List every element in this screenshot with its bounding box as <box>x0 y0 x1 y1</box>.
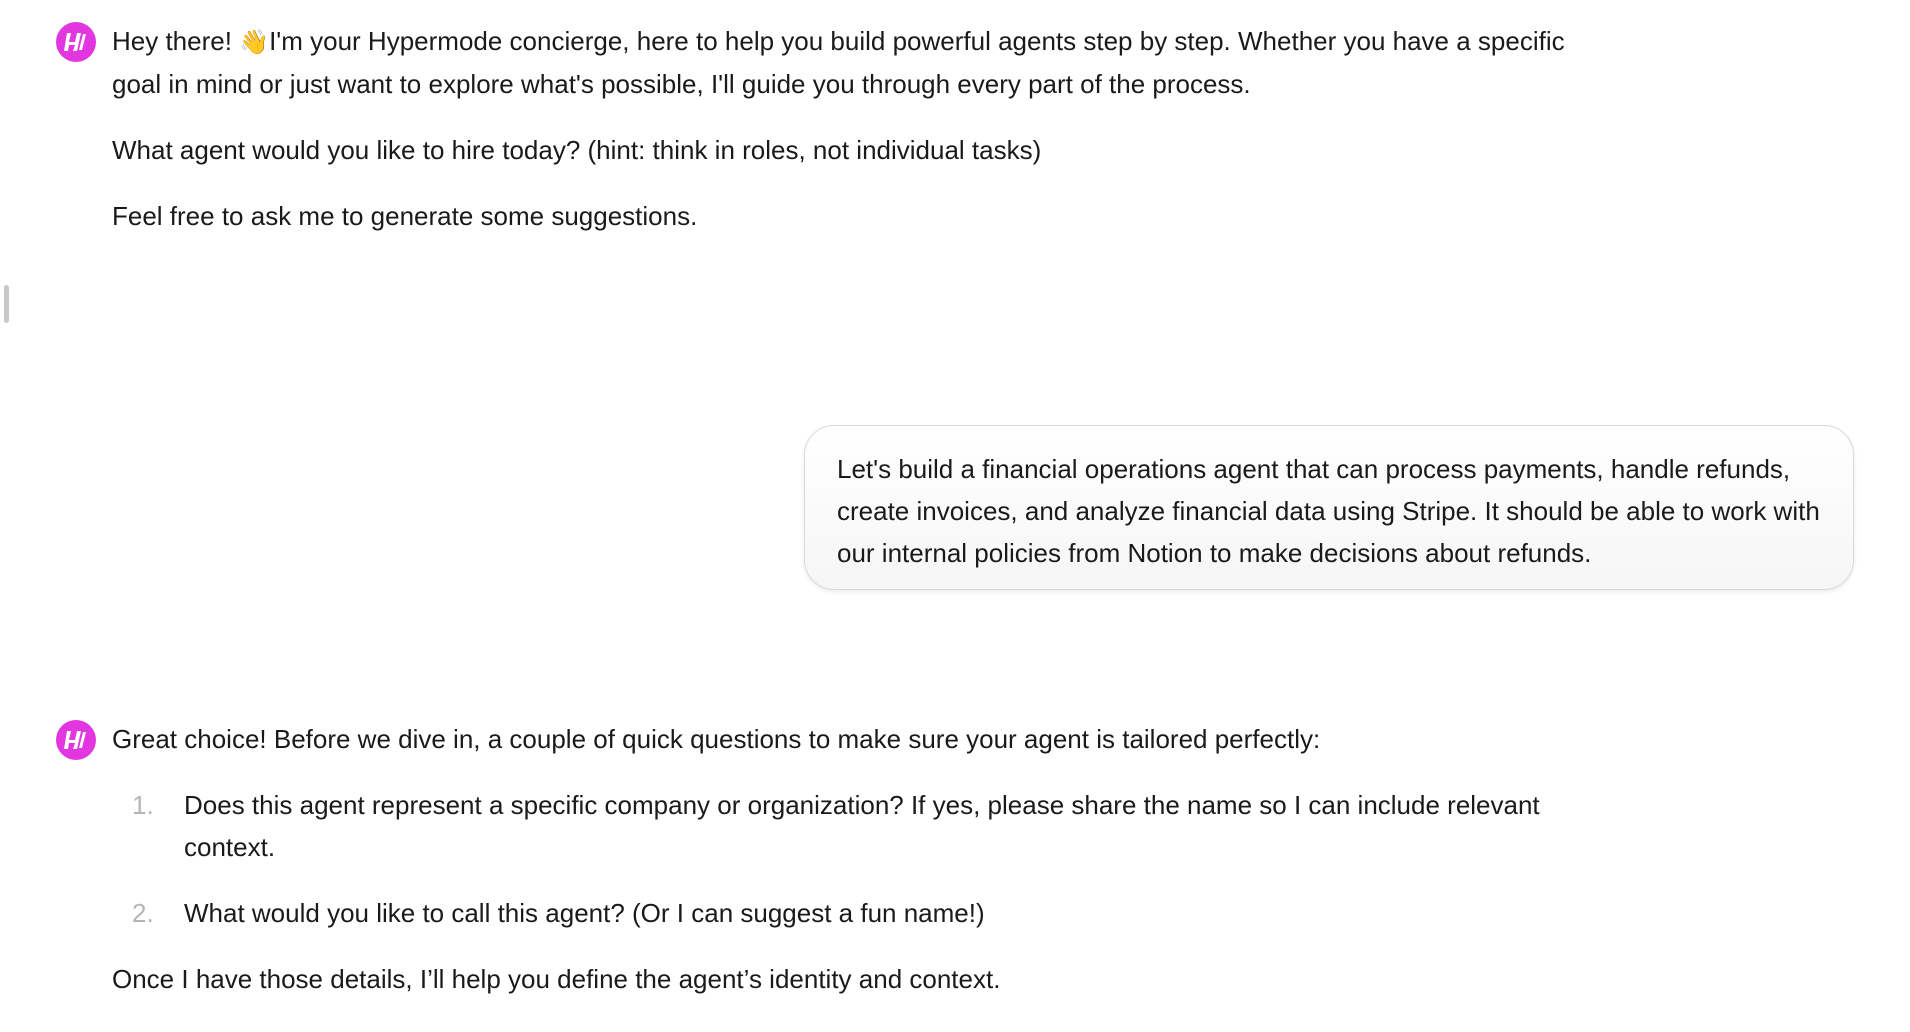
reply-intro: Great choice! Before we dive in, a couple of quick questions to make sure your agent is tailored perfectly: <box>112 724 1321 754</box>
waving-hand-emoji: 👋 <box>239 28 270 56</box>
hypermode-logo-icon <box>56 720 96 760</box>
assistant-message-body <box>112 718 1572 1000</box>
greeting-text-start: Hey there! <box>112 26 240 56</box>
greeting-paragraph <box>112 20 1572 105</box>
assistant-message-body <box>112 20 1572 237</box>
user-message-text: Let's build a financial operations agent that can process payments, handle refunds, create invoices, and analyze financial data using Stripe. It should be able to work with our internal policies from Notion to make decisions about refunds. <box>837 454 1820 568</box>
question-list <box>112 784 1572 934</box>
reply-closing: Once I have those details, I’ll help you define the agent’s identity and context. <box>112 964 1001 994</box>
greeting-text-rest: I'm your Hypermode concierge, here to help you build powerful agents step by step. Whether you have a specific goal in mind or just want to explore what's possible, I'll guide you through every part of the process. <box>112 26 1565 99</box>
hypermode-logo-icon <box>56 22 96 62</box>
suggestion-paragraph: Feel free to ask me to generate some suggestions. <box>112 201 698 231</box>
list-item <box>112 784 1572 868</box>
list-number: 2. <box>132 898 154 928</box>
list-item <box>112 892 1572 934</box>
question-paragraph: What agent would you like to hire today? (hint: think in roles, not individual tasks) <box>112 135 1042 165</box>
list-number: 1. <box>132 790 154 820</box>
user-message-bubble <box>804 425 1854 590</box>
list-item-text: Does this agent represent a specific company or organization? If yes, please share the name so I can include relevant context. <box>184 790 1540 862</box>
scroll-indicator[interactable] <box>4 285 9 323</box>
list-item-text: What would you like to call this agent? (Or I can suggest a fun name!) <box>184 898 985 928</box>
